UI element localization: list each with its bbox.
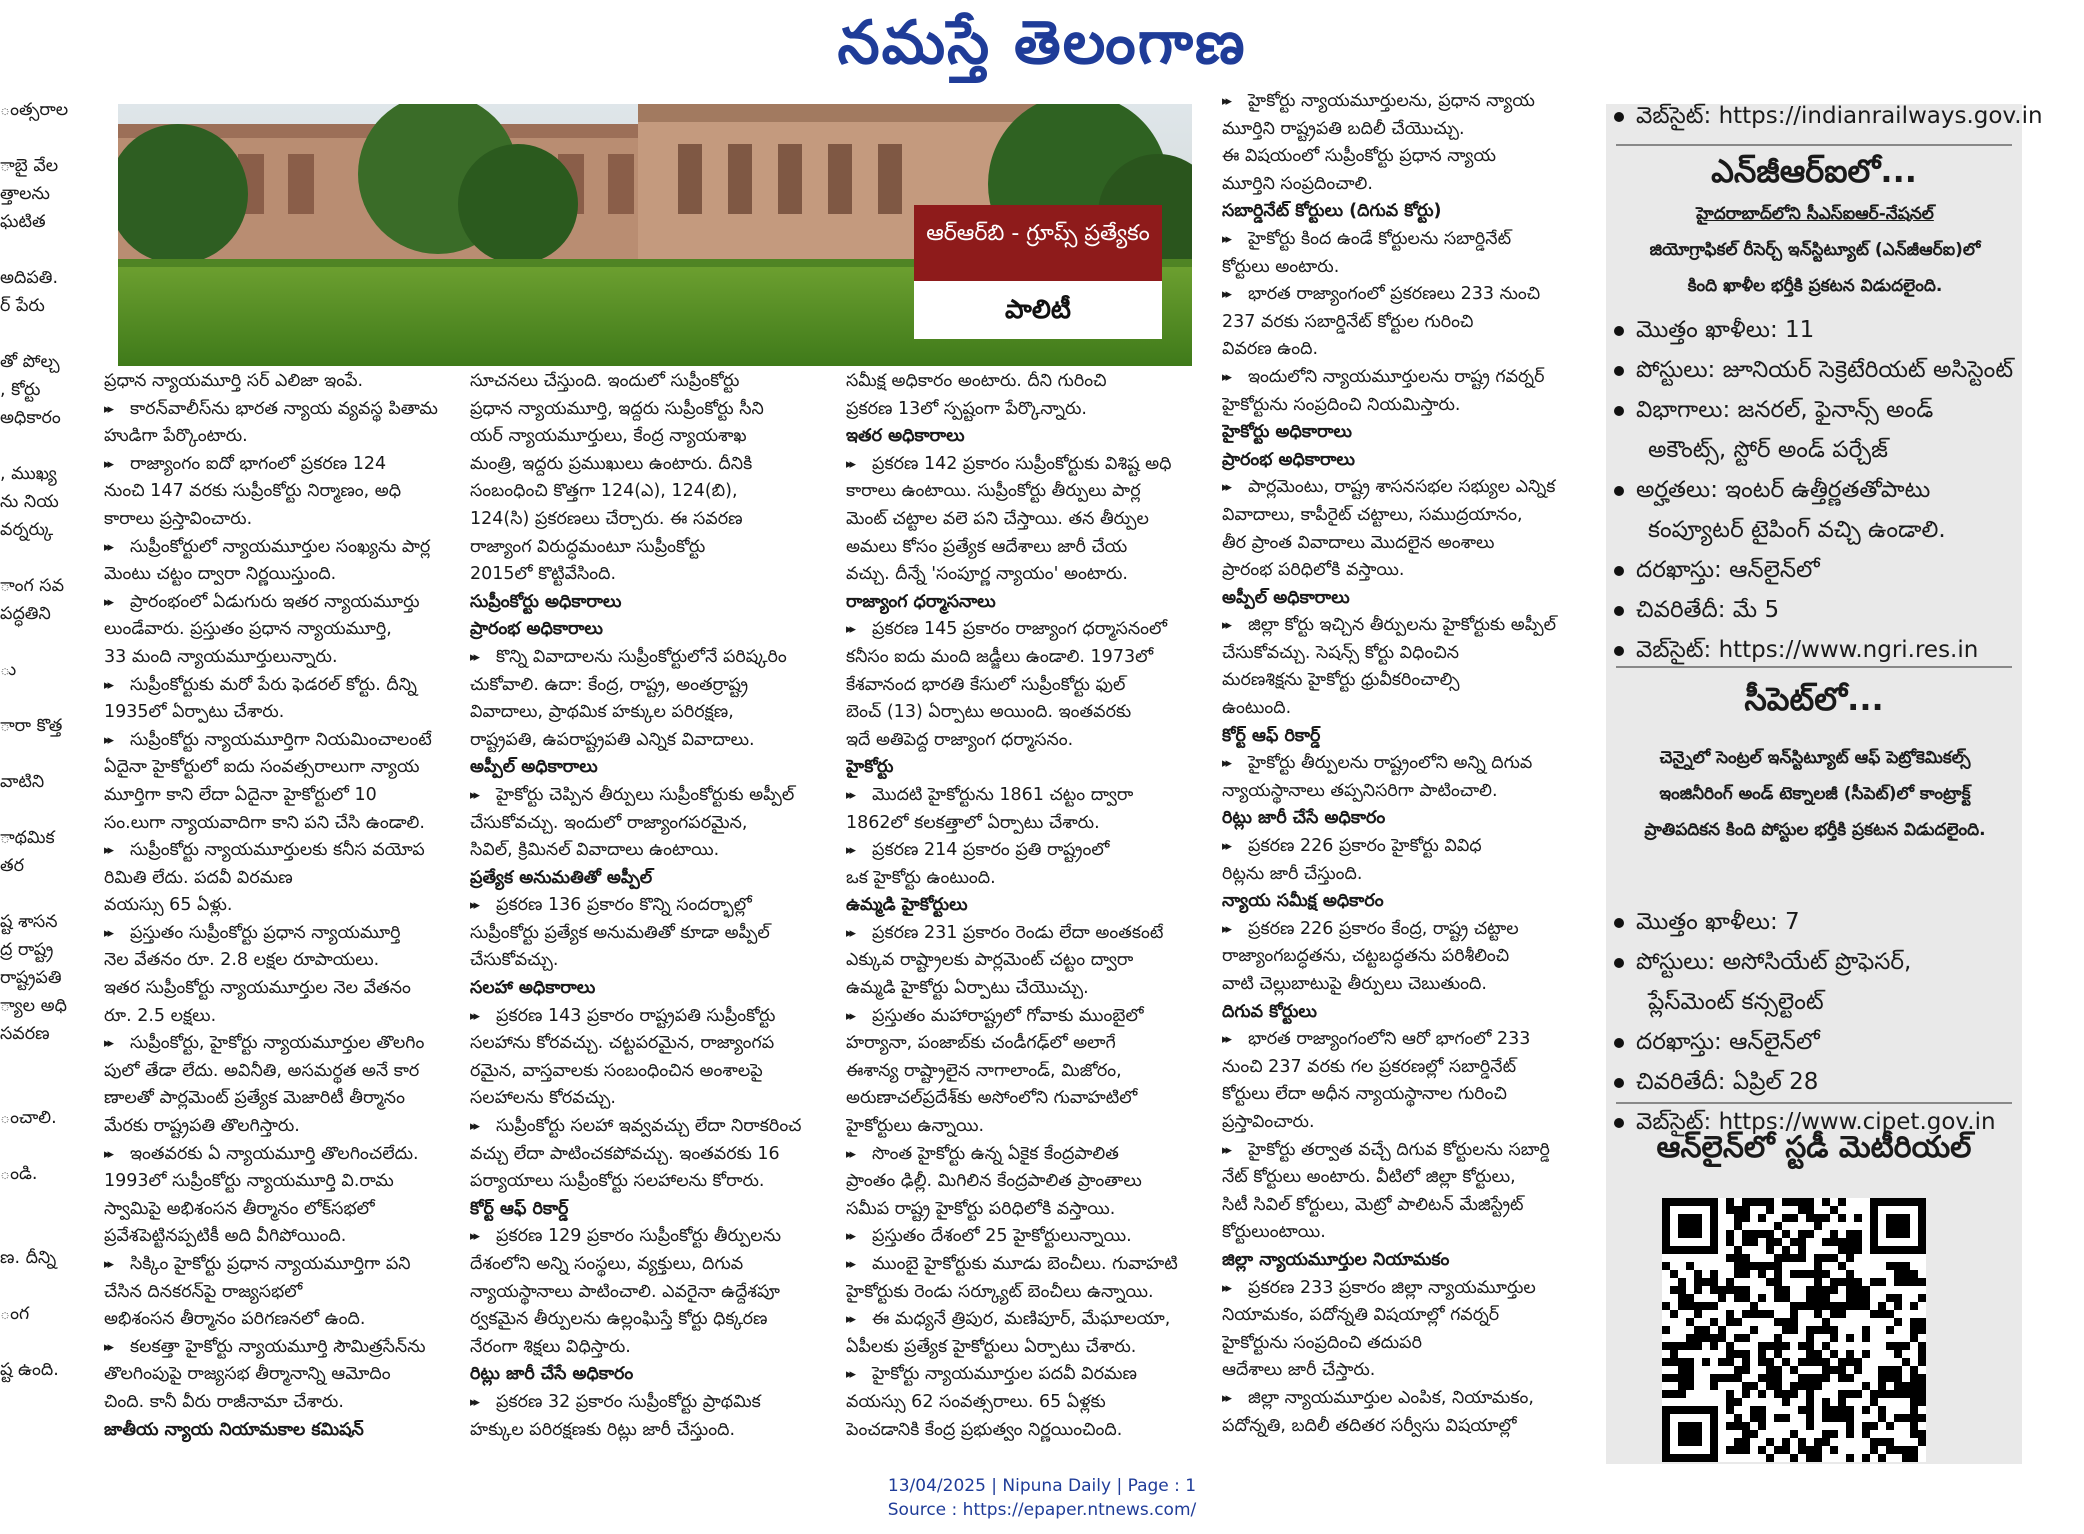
text-line: ఈ విషయంలో సుప్రీంకోర్టు ప్రధాన న్యాయ [1222, 146, 1496, 167]
text-line: చేసుకోవచ్చు. ఇందులో రాజ్యాంగపరమైన, [470, 812, 748, 833]
ngri-detail-item: వెబ్‌సైట్: https://www.ngri.res.in [1614, 630, 1978, 670]
bullet-icon [1614, 486, 1624, 496]
article-column-1 [104, 368, 444, 1444]
text-line: రమైన, వాస్తవాలకు సంబంధించిన అంశాలపై [470, 1060, 763, 1081]
bullet-icon [1614, 406, 1624, 416]
bullet-line: ▸▸ సుప్రీంకోర్టు న్యాయమూర్తిగా నియమించాలంటే [104, 727, 444, 755]
text-line: కారాలు ఉంటాయి. సుప్రీంకోర్టు తీర్పులు పార్ల [846, 481, 1141, 502]
text-line: ఉంటుంది. [1222, 698, 1292, 719]
footer-source-line: Source : https://epaper.ntnews.com/ [887, 1500, 1197, 1520]
text-line: తీర ప్రాంత వివాదాలు మొదలైన అంశాలు [1222, 532, 1495, 553]
section-heading: అప్పీల్ అధికారాలు [470, 757, 598, 778]
bullet-line: ▸▸ రాజ్యాంగం ఐదో భాగంలో ప్రకరణ 124 [104, 451, 444, 479]
fragment-line: రాష్ట్రపతి [0, 968, 62, 988]
divider [1616, 144, 2012, 146]
fragment-line: త్తాలను [0, 184, 50, 204]
article-column-4 [1222, 88, 1582, 1440]
bullet-line: ▸▸ ప్రకరణ 142 ప్రకారం సుప్రీంకోర్టుకు విశిష్ట అధి [846, 451, 1206, 479]
text-line: ప్రవేశపెట్టినప్పటికీ అది వీగిపోయింది. [104, 1226, 347, 1247]
ngri-detail-item: దరఖాస్తు: ఆన్‌లైన్‌లో [1614, 550, 1820, 590]
bullet-icon [1614, 326, 1624, 336]
bullet-line: ▸▸ ఇంతవరకు ఏ న్యాయమూర్తి తొలగించలేదు. [104, 1141, 444, 1169]
text-line: 1935లో ఏర్పాటు చేశారు. [104, 702, 285, 723]
fragment-line: అదిపతి. [0, 268, 59, 288]
bullet-icon [1614, 646, 1624, 656]
section-heading: కోర్ట్ ఆఫ్ రికార్డ్ [1222, 725, 1321, 746]
section-heading: రాజ్యాంగ ధర్మాసనాలు [846, 591, 996, 612]
text-line: లుండేవారు. ప్రస్తుతం ప్రధాన న్యాయమూర్తి, [104, 619, 392, 640]
fragment-line [0, 1188, 80, 1216]
text-line: 1862లో కలకత్తాలో ఏర్పాటు చేశారు. [846, 812, 1100, 833]
bullet-icon [1614, 606, 1624, 616]
fragment-line [0, 880, 80, 908]
bullet-line: ▸▸ ప్రకరణ 129 ప్రకారం సుప్రీంకోర్టు తీర్పులను [470, 1223, 820, 1251]
text-line: ఉమ్మడి హైకోర్టు ఏర్పాటు చేయొచ్చు. [846, 978, 1089, 999]
fragment-line: తో పోల్చ [0, 352, 60, 372]
ngri-detail-item: అకౌంట్స్, స్టోర్ అండ్ పర్చేజ్ [1648, 437, 1888, 463]
bullet-line: ▸▸ జిల్లా న్యాయమూర్తుల ఎంపిక, నియామకం, [1222, 1385, 1582, 1413]
text-line: వయస్సు 65 ఏళ్లు. [104, 895, 233, 916]
text-line: 1993లో సుప్రీంకోర్టు న్యాయమూర్తి వి.రామ [104, 1171, 394, 1192]
text-line: కేశవానంద భారతి కేసులో సుప్రీంకోర్టు ఫుల్ [846, 674, 1126, 695]
text-line: చుకోవాలి. ఉదా: కేంద్ర, రాష్ట్ర, అంతర్రాష్ట్ర [470, 674, 749, 695]
bullet-line: ▸▸ సుప్రీంకోర్టు సలహా ఇవ్వవచ్చు లేదా నిరాకరించ [470, 1113, 820, 1141]
bullet-line: ▸▸ ప్రస్తుతం మహారాష్ట్రలో గోవాకు ముంబైలో [846, 1003, 1206, 1031]
text-line: చేసుకోవచ్చు. [470, 950, 559, 971]
text-line: రిమితి లేదు. పదవీ విరమణ [104, 867, 293, 888]
text-line: మేరకు రాష్ట్రపతి తొలగిస్తారు. [104, 1116, 300, 1137]
section-heading: హైకోర్టు [846, 757, 894, 778]
text-line: వయస్సు 62 సంవత్సరాలు. 65 ఏళ్లకు [846, 1391, 1106, 1412]
section-heading: ప్రారంభ అధికారాలు [470, 619, 603, 640]
text-line: మెంటు చట్టం ద్వారా నిర్ణయిస్తుంది. [104, 564, 337, 585]
footer-date-line: 13/04/2025 | Nipuna Daily | Page : 1 [887, 1476, 1197, 1496]
subject-tag: పాలిటీ [914, 281, 1162, 339]
bullet-line: ▸▸ ప్రకరణ 136 ప్రకారం కొన్ని సందర్భాల్లో [470, 892, 820, 920]
text-line: ప్రధాన న్యాయమూర్తి, ఇద్దరు సుప్రీంకోర్టు సీని [470, 398, 764, 419]
text-line: 237 వరకు సబార్డినేట్ కోర్టుల గురించి [1222, 311, 1474, 332]
section-heading: సుప్రీంకోర్టు అధికారాలు [470, 591, 622, 612]
section-heading: కోర్ట్ ఆఫ్ రికార్డ్ [470, 1198, 569, 1219]
text-line: సిటీ సివిల్ కోర్టులు, మెట్రో పాలిటన్ మేజిస్ట్రేట్ [1222, 1194, 1524, 1215]
bullet-line: ▸▸ ప్రకరణ 233 ప్రకారం జిల్లా న్యాయమూర్తుల [1222, 1275, 1582, 1303]
fragment-line [0, 740, 80, 768]
bullet-icon [1614, 1078, 1624, 1088]
cipet-detail-item: ప్లేస్‌మెంట్ కన్సల్టెంట్ [1648, 989, 1824, 1015]
text-line: సమీక్ష అధికారం అంటారు. దీని గురించి [846, 371, 1107, 391]
text-line: హుడిగా పేర్కొంటారు. [104, 426, 248, 447]
railways-website-item: వెబ్‌సైట్: https://indianrailways.gov.in [1614, 96, 2043, 136]
bullet-icon [1614, 566, 1624, 576]
bullet-line: ▸▸ ప్రకరణ 226 ప్రకారం హైకోర్టు వివిధ [1222, 833, 1582, 861]
text-line: ఆదేశాలు జారీ చేస్తారు. [1222, 1360, 1376, 1381]
text-line: చేసిన దినకరన్‌పై రాజ్యసభలో [104, 1281, 303, 1302]
fragment-line: తర [0, 856, 24, 876]
cipet-detail-item: పోస్టులు: అసోసియేట్ ప్రొఫెసర్, [1614, 942, 1911, 982]
text-line: ఇదే అతిపెద్ద రాజ్యాంగ ధర్మాసనం. [846, 729, 1074, 750]
section-heading: ఇతర అధికారాలు [846, 426, 965, 447]
section-heading: హైకోర్టు అధికారాలు [1222, 422, 1352, 443]
bullet-line: ▸▸ ప్రారంభంలో ఏడుగురు ఇతర న్యాయమూర్తు [104, 589, 444, 617]
fragment-line: ారా కొత్త [0, 716, 63, 736]
divider [1616, 666, 2012, 668]
bullet-line: ▸▸ జిల్లా కోర్టు ఇచ్చిన తీర్పులను హైకోర్టుకు అప్పీల్ [1222, 612, 1582, 640]
text-line: సమీప రాష్ట్ర హైకోర్టు పరిధిలోకి వస్తాయి. [846, 1198, 1116, 1219]
left-column-fragment [0, 96, 80, 1384]
text-line: హైకోర్టును సంప్రదించి నియమిస్తారు. [1222, 394, 1461, 415]
bullet-line: ▸▸ ఇందులోని న్యాయమూర్తులను రాష్ట్ర గవర్నర్ [1222, 364, 1582, 392]
text-line: హైకోర్టులు ఉన్నాయి. [846, 1116, 985, 1137]
cipet-detail-item: దరఖాస్తు: ఆన్‌లైన్‌లో [1614, 1022, 1820, 1062]
bullet-line: ▸▸ భారత రాజ్యాంగంలోని ఆరో భాగంలో 233 [1222, 1026, 1582, 1054]
fragment-line: వర్నర్కు [0, 520, 54, 540]
fragment-line: ాంగ సవ [0, 576, 65, 596]
bullet-line: ▸▸ ప్రస్తుతం దేశంలో 25 హైకోర్టులున్నాయి. [846, 1223, 1206, 1251]
text-line: పర్యాయాలు సుప్రీంకోర్టు సలహాలను కోరారు. [470, 1171, 765, 1192]
fragment-line: , ముఖ్య [0, 464, 57, 484]
masthead-title: నమస్తే తెలంగాణ [837, 8, 1247, 78]
text-line: నుంచి 237 వరకు గల ప్రకరణల్లో సబార్డినేట్ [1222, 1056, 1517, 1077]
fragment-line [0, 236, 80, 264]
section-heading: సలహా అధికారాలు [470, 978, 596, 999]
fragment-line [0, 124, 80, 152]
text-line: పదోన్నతి, బదిలీ తదితర సర్వీసు విషయాల్లో [1222, 1415, 1517, 1436]
bullet-line: ▸▸ సుప్రీంకోర్టులో న్యాయమూర్తుల సంఖ్యను పార్ల [104, 534, 444, 562]
section-heading: దిగువ కోర్టులు [1222, 1001, 1317, 1022]
fragment-line: ష్ట ఉంది. [0, 1360, 59, 1380]
text-line: 124(సి) ప్రకరణలు చేర్చారు. ఈ సవరణ [470, 508, 743, 529]
text-line: హైకోర్టుకు రెండు సర్క్యూట్ బెంచీలు ఉన్నాయి. [846, 1281, 1154, 1302]
text-line: వివాదాలు, ప్రాథమిక హక్కుల పరిరక్షణ, [470, 702, 734, 723]
fragment-line: , కోర్టు [0, 380, 41, 400]
text-line: బెంచ్ (13) ఏర్పాటు అయింది. ఇంతవరకు [846, 702, 1132, 723]
text-line: ఒక హైకోర్టు ఉంటుంది. [846, 867, 996, 888]
text-line: ర్వకమైన తీర్పులను ఉల్లంఘిస్తే కోర్టు ధిక్కరణ [470, 1309, 768, 1330]
fragment-line [0, 432, 80, 460]
bullet-icon [1614, 1118, 1624, 1128]
fragment-line: ద్ర రాష్ట్ర [0, 940, 54, 960]
ngri-detail-item: కంప్యూటర్ టైపింగ్ వచ్చి ఉండాలి. [1648, 517, 1946, 543]
fragment-line [0, 1076, 80, 1104]
bullet-line: ▸▸ హైకోర్టు చెప్పిన తీర్పులు సుప్రీంకోర్టుకు అప్పీల్ [470, 782, 820, 810]
text-line: అరుణాచల్‌ప్రదేశ్‌కు అసోంలోని గువాహటిలో [846, 1088, 1138, 1109]
section-heading: జాతీయ న్యాయ నియామకాల కమిషన్ [104, 1419, 364, 1440]
text-line: రూ. 2.5 లక్షలు. [104, 1005, 217, 1026]
bullet-line: ▸▸ కొన్ని వివాదాలను సుప్రీంకోర్టులోనే పరిష్కరిం [470, 644, 820, 672]
text-line: ప్రకరణ 13లో స్పష్టంగా పేర్కొన్నారు. [846, 398, 1087, 419]
text-line: మూర్తిని రాష్ట్రపతి బదిలీ చేయొచ్చు. [1222, 118, 1465, 139]
text-line: ఈశాన్య రాష్ట్రాలైన నాగాలాండ్, మిజోరం, [846, 1060, 1122, 1081]
section-heading: ప్రారంభ అధికారాలు [1222, 449, 1355, 470]
fragment-line: ంగ [0, 1304, 30, 1324]
text-line: సూచనలు చేస్తుంది. ఇందులో సుప్రీంకోర్టు [470, 371, 740, 391]
cipet-intro: చెన్నైలో సెంట్రల్ ఇన్‌స్టిట్యూట్ ఆఫ్ పెట్రోకెమికల్స్ ఇంజినీరింగ్ అండ్ టెక్నాలజీ (సీపెట్)లో కాంట్రాక్ట్ ప్రాతిపదికన కింది పోస్టుల భర్తీకి ప్రకటన విడుదలైంది. [1644, 748, 1986, 840]
text-line: అభిశంసన తీర్మానం పరిగణనలో ఉంది. [104, 1309, 366, 1330]
text-line: ఏపీలకు ప్రత్యేక హైకోర్టులు ఏర్పాటు చేశారు. [846, 1336, 1137, 1357]
text-line: మంత్రి, ఇద్దరు ప్రముఖులు ఉంటారు. దీనికి [470, 453, 753, 474]
bullet-line: ▸▸ సుప్రీంకోర్టు, హైకోర్టు న్యాయమూర్తుల తొలగిం [104, 1030, 444, 1058]
fragment-line: ాథమిక [0, 828, 55, 848]
ngri-detail-item: అర్హతలు: ఇంటర్ ఉత్తీర్ణతతోపాటు [1614, 470, 1930, 510]
bullet-line: ▸▸ హైకోర్టు కింద ఉండే కోర్టులను సబార్డినేట్ [1222, 226, 1582, 254]
text-line: 33 మంది న్యాయమూర్తులున్నారు. [104, 646, 338, 667]
text-line: వివాదాలు, కాపీరైట్ చట్టాలు, సముద్రయానం, [1222, 504, 1523, 525]
bullet-line: ▸▸ సుప్రీంకోర్టు న్యాయమూర్తులకు కనీస వయోప [104, 837, 444, 865]
fragment-line [0, 1216, 80, 1244]
fragment-line: ర్ పేరు [0, 296, 45, 316]
text-line: చేసుకోవచ్చు. సెషన్స్ కోర్టు విధించిన [1222, 642, 1460, 663]
fragment-line: ండి. [0, 1164, 38, 1184]
section-heading: జిల్లా న్యాయమూర్తుల నియామకం [1222, 1249, 1450, 1270]
bullet-line: ▸▸ కలకత్తా హైకోర్టు న్యాయమూర్తి సౌమిత్రసేన్‌ను [104, 1334, 444, 1362]
text-line: సలహాను కోరవచ్చు. చట్టపరమైన, రాజ్యాంగప [470, 1033, 775, 1054]
bullet-line: ▸▸ ప్రకరణ 226 ప్రకారం కేంద్ర, రాష్ట్ర చట్టాల [1222, 916, 1582, 944]
fragment-line: ాబై వేల [0, 156, 59, 176]
fragment-line: అధికారం [0, 408, 61, 428]
series-tag: ఆర్ఆర్‌బి - గ్రూప్స్ ప్రత్యేకం [914, 205, 1162, 301]
text-line: స్వామిపై అభిశంసన తీర్మానం లోక్‌సభలో [104, 1198, 375, 1219]
fragment-line: ంచాలి. [0, 1108, 57, 1128]
text-line: దేశంలోని అన్ని సంస్థలు, వ్యక్తులు, దిగువ [470, 1254, 744, 1274]
text-line: కోర్టులు లేదా అధీన న్యాయస్థానాల గురించి [1222, 1084, 1507, 1105]
fragment-line [0, 320, 80, 348]
text-line: నేట్ కోర్టులు అంటారు. వీటిలో జిల్లా కోర్టులు, [1222, 1167, 1516, 1188]
bullet-icon [1614, 918, 1624, 928]
text-line: యర్ న్యాయమూర్తులు, కేంద్ర న్యాయశాఖ [470, 426, 747, 447]
ngri-detail-item: మొత్తం ఖాళీలు: 11 [1614, 310, 1814, 350]
text-line: వచ్చు. దీన్నే 'సంపూర్ణ న్యాయం' అంటారు. [846, 564, 1128, 585]
text-line: రాజ్యాంగ విరుద్ధమంటూ సుప్రీంకోర్టు [470, 536, 706, 557]
article-column-2 [470, 368, 820, 1444]
text-line: కనీసం ఐదు మంది జడ్జీలు ఉండాలి. 1973లో [846, 646, 1154, 667]
fragment-line: ను నియ [0, 492, 59, 512]
text-line: వచ్చు లేదా పాటించకపోవచ్చు. ఇంతవరకు 16 [470, 1143, 780, 1164]
bullet-line: ▸▸ ముంబై హైకోర్టుకు మూడు బెంచీలు. గువాహటి [846, 1251, 1206, 1279]
text-line: ప్రధాన న్యాయమూర్తి సర్ ఎలిజా ఇంపే. [104, 371, 364, 391]
text-line: వాటి చెల్లుబాటుపై తీర్పులు చెబుతుంది. [1222, 974, 1487, 994]
text-line: నేరంగా శిక్షలు విధిస్తారు. [470, 1336, 631, 1357]
bullet-line: ▸▸ భారత రాజ్యాంగంలో ప్రకరణలు 233 నుంచి [1222, 281, 1582, 309]
fragment-line: ు [0, 660, 17, 680]
fragment-line [0, 684, 80, 712]
fragment-line: ష్ట శాసన [0, 912, 58, 932]
bullet-line: ▸▸ హైకోర్టు తర్వాత వచ్చే దిగువ కోర్టులను సబార్డి [1222, 1137, 1582, 1165]
cipet-detail-item: వెబ్‌సైట్: https://www.cipet.gov.in [1614, 1102, 1996, 1142]
text-line: ప్రాంతం ఢిల్లీ. మిగిలిన కేంద్రపాలిత ప్రాంతాలు [846, 1171, 1142, 1192]
fragment-line: పద్ధతిని [0, 604, 51, 624]
text-line: న్యాయస్థానాలు పాటించాలి. ఎవరైనా ఉద్దేశపూ [470, 1281, 780, 1302]
text-line: నియామకం, పదోన్నతి విషయాల్లో గవర్నర్ [1222, 1305, 1500, 1326]
text-line: సంబంధించి కొత్తగా 124(ఎ), 124(బి), [470, 481, 738, 502]
bullet-icon [1614, 958, 1624, 968]
bullet-line: ▸▸ ప్రస్తుతం సుప్రీంకోర్టు ప్రధాన న్యాయమూర్తి [104, 920, 444, 948]
ngri-detail-item: చివరితేదీ: మే 5 [1614, 590, 1779, 630]
section-heading: రిట్లు జారీ చేసే అధికారం [1222, 808, 1386, 829]
fragment-line: ఘటిత [0, 212, 46, 232]
fragment-line: వాటిని [0, 772, 45, 792]
text-line: నుంచి 147 వరకు సుప్రీంకోర్టు నిర్మాణం, అధి [104, 481, 402, 502]
text-line: రిట్లను జారీ చేస్తుంది. [1222, 863, 1363, 884]
text-line: చింది. కానీ వీరు రాజీనామా చేశారు. [104, 1391, 344, 1412]
text-line: కోర్టులుంటాయి. [1222, 1222, 1326, 1243]
fragment-line [0, 1328, 80, 1356]
text-line: ప్రస్తావించారు. [1222, 1111, 1315, 1132]
text-line: ఏదైనా హైకోర్టులో ఐదు సంవత్సరాలుగా న్యాయ [104, 757, 420, 778]
text-line: తొలగింపుపై రాజ్యసభ తీర్మానాన్ని ఆమోదిం [104, 1364, 391, 1385]
text-line: రాజ్యాంగబద్ధతను, చట్టబద్ధతను పరిశీలించి [1222, 946, 1510, 967]
bullet-line: ▸▸ ప్రకరణ 32 ప్రకారం సుప్రీంకోర్టు ప్రాథమిక [470, 1389, 820, 1417]
text-line: పెంచడానికి కేంద్ర ప్రభుత్వం నిర్ణయించింది. [846, 1419, 1123, 1440]
fragment-line [0, 628, 80, 656]
text-line: సం.లుగా న్యాయవాదిగా కాని పని చేసి ఉండాలి. [104, 812, 425, 833]
fragment-line: ణ. దీన్ని [0, 1248, 57, 1268]
text-line: సలహాలను కోరవచ్చు. [470, 1088, 616, 1109]
fragment-line [0, 796, 80, 824]
section-heading: ఉమ్మడి హైకోర్టులు [846, 895, 968, 916]
divider [1616, 1102, 2012, 1104]
bullet-line: ▸▸ ప్రకరణ 145 ప్రకారం రాజ్యాంగ ధర్మాసనంలో [846, 616, 1206, 644]
bullet-line: ▸▸ హైకోర్టు తీర్పులను రాష్ట్రంలోని అన్ని దిగువ [1222, 750, 1582, 778]
bullet-line: ▸▸ పార్లమెంటు, రాష్ట్ర శాసనసభల సభ్యుల ఎన్నిక [1222, 474, 1582, 502]
text-line: 2015లో కొట్టివేసింది. [470, 564, 617, 585]
text-line: రాష్ట్రపతి, ఉపరాష్ట్రపతి ఎన్నిక వివాదాలు. [470, 729, 755, 750]
bullet-line: ▸▸ మొదటి హైకోర్టును 1861 చట్టం ద్వారా [846, 782, 1206, 810]
bullet-line: ▸▸ ప్రకరణ 214 ప్రకారం ప్రతి రాష్ట్రంలో [846, 837, 1206, 865]
section-heading: సబార్డినేట్ కోర్టులు (దిగువ కోర్టు) [1222, 201, 1442, 222]
text-line: హక్కుల పరిరక్షణకు రిట్లు జారీ చేస్తుంది. [470, 1419, 736, 1440]
qr-code[interactable] [1662, 1198, 1926, 1462]
bullet-line: ▸▸ హైకోర్టు న్యాయమూర్తులను, ప్రధాన న్యాయ [1222, 88, 1582, 116]
text-line: మూర్తిగా కాని లేదా ఏదైనా హైకోర్టులో 10 [104, 784, 377, 805]
bullet-line: ▸▸ ఈ మధ్యనే త్రిపుర, మణిపూర్, మేఘాలయా, [846, 1306, 1206, 1334]
bullet-line: ▸▸ సొంత హైకోర్టు ఉన్న ఏకైక కేంద్రపాలిత [846, 1141, 1206, 1169]
text-line: మరణశిక్షను హైకోర్టు ధ్రువీకరించాల్సి [1222, 670, 1460, 691]
bullet-icon [1614, 1038, 1624, 1048]
fragment-line: ్యాల అధి [0, 996, 68, 1016]
text-line: కారాలు ప్రస్తావించారు. [104, 508, 253, 529]
text-line: సుప్రీంకోర్టు ప్రత్యేక అనుమతితో కూడా అప్పీల్ [470, 922, 770, 943]
bullet-line: ▸▸ హైకోర్టు న్యాయమూర్తుల పదవీ విరమణ [846, 1361, 1206, 1389]
bullet-icon [1614, 112, 1624, 122]
fragment-line: ంత్సరాల [0, 100, 69, 120]
text-line: నెల వేతనం రూ. 2.8 లక్షల రూపాయలు. [104, 950, 380, 971]
study-material-heading: ఆన్‌లైన్‌లో స్టడీ మెటీరియల్ [1656, 1130, 1972, 1165]
text-line: మెంట్ చట్టాల వలె పని చేస్తాయి. తన తీర్పుల [846, 508, 1149, 529]
text-line: అమలు కోసం ప్రత్యేక ఆదేశాలు జారీ చేయ [846, 536, 1128, 557]
text-line: మూర్తిని సంప్రదించాలి. [1222, 173, 1373, 194]
article-column-3 [846, 368, 1206, 1444]
bullet-line: ▸▸ ప్రకరణ 143 ప్రకారం రాష్ట్రపతి సుప్రీంకోర్టు [470, 1003, 820, 1031]
section-heading: అప్పీల్ అధికారాలు [1222, 587, 1350, 608]
text-line: పులో తేడా లేదు. అవినీతి, అసమర్థత అనే కార [104, 1060, 420, 1081]
fragment-line [0, 1272, 80, 1300]
bullet-icon [1614, 366, 1624, 376]
fragment-line [0, 544, 80, 572]
text-line: ఇతర సుప్రీంకోర్టు న్యాయమూర్తుల నెల వేతనం [104, 978, 411, 999]
ngri-heading: ఎన్‌జీఆర్ఐలో... [1711, 152, 1917, 190]
section-heading: రిట్లు జారీ చేసే అధికారం [470, 1364, 634, 1385]
text-line: కోర్టులు అంటారు. [1222, 256, 1340, 277]
section-heading: ప్రత్యేక అనుమతితో అప్పీల్ [470, 867, 653, 888]
text-line: హైకోర్టును సంప్రదించి తదుపరి [1222, 1332, 1423, 1353]
section-heading: న్యాయ సమీక్ష అధికారం [1222, 891, 1384, 912]
ngri-detail-item: విభాగాలు: జనరల్, ఫైనాన్స్ అండ్ [1614, 390, 1933, 430]
text-line: సివిల్, క్రిమినల్ వివాదాలు ఉంటాయి. [470, 840, 720, 861]
fragment-line: సవరణ [0, 1024, 50, 1044]
text-line: ఎక్కువ రాష్ట్రాలకు పార్లమెంట్ చట్టం ద్వారా [846, 950, 1134, 971]
text-line: హర్యానా, పంజాబ్‌కు చండీగఢ్‌లో అలాగే [846, 1033, 1116, 1054]
ngri-detail-item: పోస్టులు: జూనియర్ సెక్రెటేరియట్ అసిస్టెంట్ [1614, 350, 2013, 390]
fragment-line [0, 1132, 80, 1160]
bullet-line: ▸▸ ప్రకరణ 231 ప్రకారం రెండు లేదా అంతకంటే [846, 920, 1206, 948]
cipet-detail-item: చివరితేదీ: ఏప్రిల్ 28 [1614, 1062, 1818, 1102]
text-line: వివరణ ఉంది. [1222, 339, 1319, 360]
text-line: ణాలతో పార్లమెంట్ ప్రత్యేక మెజారిటీ తీర్మానం [104, 1088, 405, 1109]
text-line: ప్రారంభ పరిధిలోకి వస్తాయి. [1222, 560, 1405, 581]
fragment-line [0, 1048, 80, 1076]
cipet-detail-item: మొత్తం ఖాళీలు: 7 [1614, 902, 1800, 942]
bullet-line: ▸▸ సిక్కిం హైకోర్టు ప్రధాన న్యాయమూర్తిగా పని [104, 1251, 444, 1279]
bullet-line: ▸▸ కారన్‌వాలీస్‌ను భారత న్యాయ వ్యవస్థ పితామ [104, 396, 444, 424]
bullet-line: ▸▸ సుప్రీంకోర్టుకు మరో పేరు ఫెడరల్ కోర్టు. దీన్ని [104, 672, 444, 700]
text-line: న్యాయస్థానాలు తప్పనిసరిగా పాటించాలి. [1222, 780, 1498, 801]
cipet-heading: సీపెట్‌లో... [1744, 680, 1884, 718]
ngri-intro: హైదరాబాద్‌లోని సీఎస్ఐఆర్-నేషనల్ జియోగ్రాఫికల్ రీసెర్చ్ ఇన్‌స్టిట్యూట్ (ఎన్‌జీఆర్ఐ)లో కింది ఖాళీల భర్తీకి ప్రకటన విడుదలైంది. [1649, 204, 1981, 296]
